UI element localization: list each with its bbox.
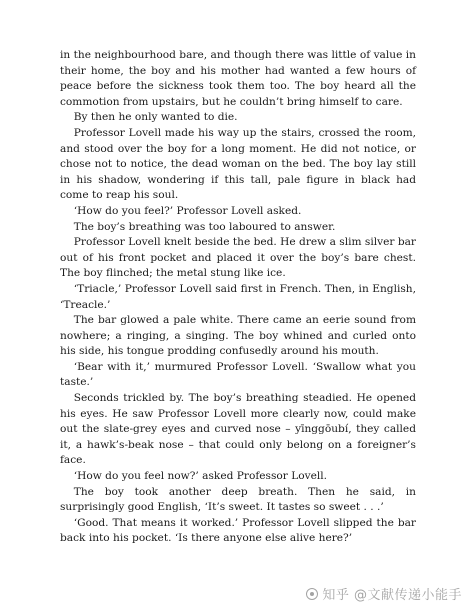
paragraph-7: ‘Triacle,’ Professor Lovell said first in French. Then, in English, ‘Treacle.’ (60, 282, 416, 311)
paragraph-13: ‘Good. That means it worked.’ Professor Lovell slipped the bar back into his pocket. ‘Is there anyone else alive here?’ (60, 516, 416, 545)
paragraph-3: Professor Lovell made his way up the stairs, crossed the room, and stood over the boy for a long moment. He did not notice, or chose not to notice, the dead woman on the bed. The boy lay still in his shadow, wondering if this tall, pale figure in black had come to reap his soul. (60, 126, 416, 202)
watermark-text: 知乎 @文献传递小能手 (322, 588, 462, 603)
paragraph-9: ‘Bear with it,’ murmured Professor Lovell. ‘Swallow what you taste.’ (60, 360, 416, 389)
paragraph-2: By then he only wanted to die. (73, 111, 238, 124)
paragraph-10: Seconds trickled by. The boy’s breathing steadied. He opened his eyes. He saw Professor Lovell more clearly now, could make out the slate-grey eyes and curved nose – yīnggōubí, they called it, a hawk’s-beak nose – that could only belong on a foreigner’s face. (60, 392, 416, 467)
paragraph-6: Professor Lovell knelt beside the bed. He drew a slim silver bar out of his front pocket and placed it over the boy’s bare chest. The boy flinched; the metal stung like ice. (60, 236, 416, 280)
zhihu-logo-icon (306, 588, 318, 600)
paragraph-8: The bar glowed a pale white. There came an eerie sound from nowhere; a ringing, a singing. The boy whined and curled onto his side, his tongue prodding confusedly around his mouth. (60, 314, 416, 358)
paragraph-4: ‘How do you feel?’ Professor Lovell asked. (73, 204, 302, 217)
paragraph-1: in the neighbourhood bare, and though there was little of value in their home, the boy and his mother had wanted a few hours of peace before the sickness took them too. The boy heard all the commotion from upstairs, but he couldn’t bring himself to care. (60, 49, 416, 108)
paragraph-11: ‘How do you feel now?’ asked Professor Lovell. (73, 470, 328, 483)
paragraph-12: The boy took another deep breath. Then he said, in surprisingly good English, ‘It’s sweet. It tastes so sweet . . .’ (60, 485, 416, 514)
watermark (306, 584, 462, 603)
body-text (60, 48, 416, 547)
paragraph-5: The boy’s breathing was too laboured to answer. (73, 220, 336, 233)
